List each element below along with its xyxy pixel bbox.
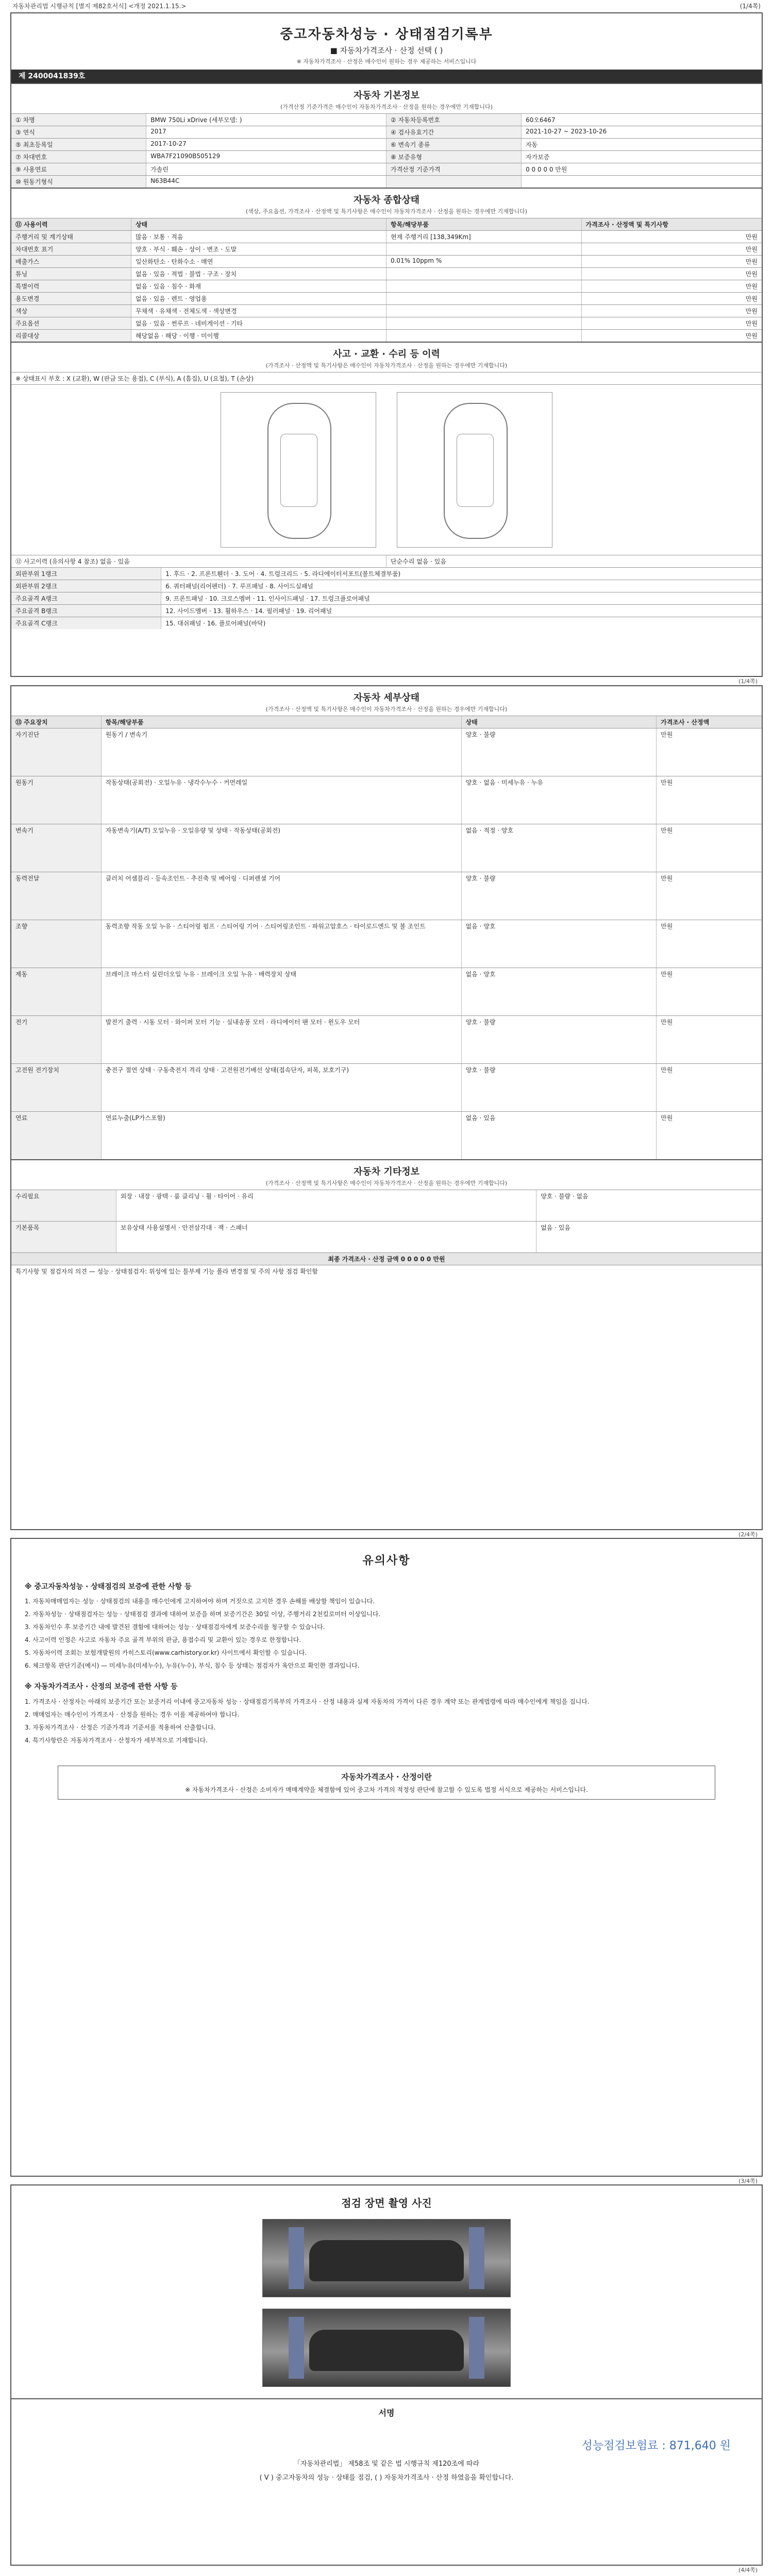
item-status: 많음 · 보통 · 적음 [131, 231, 386, 243]
rank-label: 주요골격 B랭크 [11, 605, 161, 617]
field-value: 2021-10-27 ~ 2023-10-26 [526, 128, 607, 135]
note-item: 3. 자동차인수 후 보증기간 내에 발견된 결함에 대하여는 성능 · 상태점검자에게 보증수리를 청구할 수 있습니다. [25, 1623, 325, 1631]
field-value: 2017-10-27 [146, 139, 386, 150]
lift-right [469, 2317, 484, 2379]
field-value: 자가보증 [526, 154, 550, 161]
field-label: ⑥ 변속기 종류 [386, 139, 522, 150]
note-item: 1. 자동차매매업자는 성능 · 상태점검의 내용을 매수인에게 고지하여야 하며 거짓으로 고지한 경우 손해를 배상할 책임이 있습니다. [25, 1598, 375, 1605]
insurance-fee: 성능점검보험료 : 871,640 원 [581, 2439, 731, 2452]
other-table [11, 1190, 762, 1252]
device-price: 만원 [661, 971, 673, 978]
item-label: 튜닝 [11, 268, 131, 280]
device-parts: 클러치 어셈블리 · 등속조인트 · 추진축 및 베어링 · 디퍼렌셜 기어 [102, 872, 462, 920]
item-price: 만원 [745, 246, 758, 253]
note-item: 6. 체크항목 판단기준(예시) — 미세누유(미세누수), 누유(누수), 부식, 침수 등 상태는 점검자가 육안으로 확인한 결과입니다. [25, 1662, 360, 1669]
detail-row [11, 1063, 762, 1111]
device-price: 만원 [661, 1066, 673, 1074]
other-label: 수리필요 [11, 1190, 116, 1221]
device-label: 연료 [11, 1112, 102, 1159]
device-label: 자기진단 [11, 728, 102, 776]
detail-sub: (가격조사 · 산정액 및 특기사항은 매수인이 자동차가격조사 · 산정을 원하는 경우에만 기재합니다) [265, 706, 508, 713]
detail-row [11, 824, 762, 872]
rank-row [11, 567, 762, 580]
item-status: 일산화탄소 · 탄화수소 · 매연 [131, 256, 386, 267]
item-label: 차대번호 표기 [11, 243, 131, 255]
rank-parts: 9. 프론트패널 · 10. 크로스멤버 · 11. 인사이드패널 · 17. 트렁크플로어패널 [165, 595, 370, 602]
item-price: 만원 [745, 320, 758, 327]
item-detail: 현재 주행거리 [138,349Km] [386, 231, 582, 243]
overall-row [11, 243, 762, 255]
field-label: ④ 검사유효기간 [386, 126, 522, 138]
note-item: 1. 가격조사 · 산정자는 아래의 보증기간 또는 보증거리 이내에 중고자동차 성능 · 상태점검기록부의 가격조사 · 산정 내용과 실제 자동차의 가격이 다른 경우 계약 또는 관계법령에 따라 매수인에게 책임을 집니다. [25, 1698, 590, 1705]
price-info-text: ※ 자동차가격조사 · 산정은 소비자가 매매계약을 체결함에 있어 중고차 가격의 적정성 판단에 참고할 수 있도록 법정 서식으로 제공하는 서비스입니다. [185, 1786, 588, 1793]
device-parts: 충전구 절연 상태 · 구동축전지 격리 상태 · 고전원전기배선 상태(접속단자, 피복, 보호기구) [102, 1064, 462, 1111]
other-status: 없음 · 있음 [541, 1224, 570, 1231]
note-item: 3. 자동차가격조사 · 산정은 기준가격과 기준서를 적용하여 산출합니다. [25, 1723, 216, 1731]
notes-list [25, 1596, 748, 1671]
device-price: 만원 [661, 731, 673, 738]
overall-sub: (색상, 주요옵션, 가격조사 · 산정액 및 특기사항은 매수인이 자동차가격조사 · 산정을 원하는 경우에만 기재합니다) [245, 208, 528, 215]
item-detail [386, 243, 582, 255]
notes-section [11, 1539, 762, 1755]
column-header: ⑪ 사용이력 [11, 218, 131, 230]
device-label: 제동 [11, 968, 102, 1015]
device-price: 만원 [661, 1019, 673, 1026]
notes-list-2 [25, 1697, 748, 1746]
overall-row [11, 329, 762, 342]
rank-parts: 12. 사이드멤버 · 13. 휠하우스 · 14. 필러패널 · 19. 리어패널 [165, 607, 332, 615]
field-label: ⑦ 차대번호 [11, 151, 146, 163]
detail-row [11, 1111, 762, 1159]
item-status: 없음 · 있음 · 렌트 · 영업용 [131, 293, 386, 304]
price-selection-line: ■ 자동차가격조사 · 산정 선택 ( ) [330, 46, 443, 55]
item-detail: 0.01% 10ppm % [386, 256, 582, 267]
overall-row [11, 230, 762, 243]
page-title: 중고자동차성능 · 상태점검기록부 [280, 27, 493, 42]
confirmation-statement: ( V ) 중고자동차의 성능 · 상태를 점검, ( ) 자동차가격조사 · 산정 하였음을 확인합니다. [259, 2474, 514, 2482]
page-count-label: (1/4쪽) [740, 2, 761, 10]
item-status: 없음 · 있음 · 썬루프 · 네비게이션 · 기타 [131, 317, 386, 329]
note-item: 2. 자동차성능 · 상태점검자는 성능 · 상태점검 결과에 대하여 보증을 하며 보증기간은 30일 이상, 주행거리 2천킬로미터 이상입니다. [25, 1611, 381, 1618]
item-status: 없음 · 있음 · 적법 · 불법 · 구조 · 장치 [131, 268, 386, 280]
notes-heading-2: ※ 자동차가격조사 · 산정의 보증에 관한 사항 등 [25, 1683, 178, 1691]
item-price: 만원 [745, 233, 758, 241]
car-diagram [11, 384, 762, 555]
detail-table [11, 728, 762, 1159]
device-parts: 동력조향 작동 오일 누유 · 스티어링 펌프 · 스티어링 기어 · 스티어링조인트 · 파워고압호스 · 타이로드엔드 및 볼 조인트 [102, 920, 462, 968]
detail-row [11, 1015, 762, 1063]
accident-history-row [11, 555, 762, 567]
column-header: 가격조사 · 산정액 및 특기사항 [582, 218, 762, 230]
final-price: 최종 가격조사 · 산정 금액 0 0 0 0 0 만원 [11, 1253, 762, 1265]
field-label: 가격산정 기준가격 [386, 163, 522, 175]
total-row [11, 1252, 762, 1265]
detail-row [11, 968, 762, 1015]
document-number-bar: 제 2400041839호 [11, 70, 762, 83]
overall-row [11, 317, 762, 329]
field-label: ② 자동차등록번호 [386, 114, 522, 126]
device-label: 고전원 전기장치 [11, 1064, 102, 1111]
item-label: 용도변경 [11, 293, 131, 304]
item-detail [386, 317, 582, 329]
item-status: 해당없음 · 해당 · 이행 · 미이행 [131, 330, 386, 342]
device-status: 없음 · 양호 [462, 920, 657, 968]
device-parts: 연료누출(LP가스포함) [102, 1112, 462, 1159]
field-value: N63B44C [146, 176, 386, 188]
device-price: 만원 [661, 1114, 673, 1122]
device-label: 변속기 [11, 824, 102, 872]
basic-info-title: 자동차 기본정보 [11, 83, 762, 103]
law-reference: 「자동차관리법」 제58조 및 같은 법 시행규칙 제120조에 따라 [294, 2460, 479, 2468]
field-label: ⑩ 원동기형식 [11, 176, 146, 188]
page-1 [10, 12, 763, 685]
item-label: 주요옵션 [11, 317, 131, 329]
field-value: 2017 [146, 126, 386, 138]
overall-row [11, 304, 762, 317]
device-label: 원동기 [11, 776, 102, 824]
inspection-photo-front [262, 2219, 511, 2297]
item-price: 만원 [745, 332, 758, 340]
detail-row [11, 728, 762, 776]
form-regulation-label: 자동차관리법 시행규칙 [별지 제82호서식] <개정 2021.1.15.> [12, 2, 187, 10]
item-detail [386, 330, 582, 342]
device-status: 양호 · 불량 [462, 1016, 657, 1063]
photos-title: 점검 장면 촬영 사진 [341, 2197, 432, 2209]
column-header: 항목/해당부품 [102, 716, 462, 728]
item-detail [386, 280, 582, 292]
rank-table [11, 567, 762, 629]
column-header: 상태 [131, 218, 386, 230]
page-number: (1/4쪽) [738, 678, 758, 685]
field-value: BMW 750Li xDrive (세부모델: ) [146, 114, 386, 126]
other-items: 보유상태 사용설명서 · 안전삼각대 · 잭 · 스패너 [116, 1222, 536, 1252]
form-header-line [0, 0, 773, 11]
field-value: 0 0 0 0 0 만원 [526, 166, 567, 173]
page-number: (4/4쪽) [738, 2567, 758, 2573]
rank-row [11, 580, 762, 592]
detail-title: 자동차 세부상태 [354, 692, 419, 703]
device-status: 양호 · 불량 [462, 1064, 657, 1111]
other-row [11, 1190, 762, 1221]
item-status: 없음 · 있음 · 침수 · 화재 [131, 280, 386, 292]
note-item: 2. 매매업자는 매수인이 가격조사 · 산정을 원하는 경우 이를 제공하여야 합니다. [25, 1710, 240, 1718]
item-status: 양호 · 부식 · 훼손 · 상이 · 변조 · 도말 [131, 243, 386, 255]
overall-table [11, 218, 762, 342]
service-note: ※ 자동차가격조사 · 산정은 매수인이 원하는 경우 제공하는 서비스입니다 [296, 58, 477, 65]
device-parts: 브레이크 마스터 실린더오일 누유 · 브레이크 오일 누유 · 배력장치 상태 [102, 968, 462, 1015]
note-item: 4. 사고이력 인정은 사고로 자동차 주요 골격 부위의 판금, 용접수리 및 교환이 있는 경우로 한정합니다. [25, 1636, 301, 1643]
detail-row [11, 872, 762, 920]
column-header: 가격조사 · 산정액 [657, 716, 762, 728]
rank-row [11, 592, 762, 604]
accident-legend: ※ 상태표시 부호 : X (교환), W (판금 또는 용접), C (부식), A (흠집), U (요철), T (손상) [15, 375, 254, 382]
column-header: 상태 [462, 716, 657, 728]
device-status: 양호 · 불량 [462, 872, 657, 920]
item-detail [386, 305, 582, 317]
price-info-box [58, 1766, 715, 1800]
other-title: 자동차 기타정보 [11, 1159, 762, 1179]
device-parts: 자동변속기(A/T) 오일누유 · 오일유량 및 상태 · 작동상태(공회전) [102, 824, 462, 872]
field-value: 60오6467 [526, 116, 556, 124]
car-cabin [280, 434, 317, 507]
rank-row [11, 617, 762, 629]
basic-row [11, 113, 762, 126]
car-side-diagram [221, 392, 376, 548]
item-price: 만원 [745, 258, 758, 265]
item-status: 무채색 · 유채색 · 전체도색 · 색상변경 [131, 305, 386, 317]
page-number: (2/4쪽) [738, 1531, 758, 1538]
basic-row [11, 138, 762, 150]
device-parts: 발전기 출력 · 시동 모터 · 와이퍼 모터 기능 · 실내송풍 모터 · 라디에이터 팬 모터 · 윈도우 모터 [102, 1016, 462, 1063]
rank-parts: 1. 후드 · 2. 프론트휀더 · 3. 도어 · 4. 트렁크리드 · 5. 라디에이터서포트(볼트체결부품) [165, 570, 401, 578]
other-status: 양호 · 불량 · 없음 [541, 1193, 589, 1200]
field-value [522, 176, 762, 188]
overall-row [11, 292, 762, 304]
special-row [11, 1265, 762, 1312]
rank-label: 주요골격 A랭크 [11, 592, 161, 604]
overall-title: 자동차 종합상태 [11, 188, 762, 207]
frame-floor [457, 434, 494, 507]
device-price: 만원 [661, 779, 673, 786]
lift-right [469, 2227, 484, 2289]
rank-label: 외판부위 2랭크 [11, 580, 161, 592]
field-value: 가솔린 [146, 163, 386, 175]
field-label [386, 176, 522, 188]
device-price: 만원 [661, 875, 673, 882]
detail-header [11, 716, 762, 728]
other-row [11, 1221, 762, 1252]
detail-header-row [11, 716, 762, 728]
basic-info-sub: (가격산정 기준가격은 매수인이 자동차가격조사 · 산정을 원하는 경우에만 기재합니다) [280, 104, 493, 110]
simple-repair: 단순수리 없음 · 있음 [391, 558, 446, 565]
device-parts: 작동상태(공회전) · 오일누유 · 냉각수누수 · 커먼레일 [102, 776, 462, 824]
item-label: 리콜대상 [11, 330, 131, 342]
item-label: 배출가스 [11, 256, 131, 267]
overall-row [11, 255, 762, 267]
detail-row [11, 776, 762, 824]
note-item: 5. 자동차이력 조회는 보험개발원의 카히스토리(www.carhistory.or.kr) 사이트에서 확인할 수 있습니다. [25, 1649, 307, 1656]
field-value: 자동 [526, 141, 538, 148]
device-status: 없음 · 양호 [462, 968, 657, 1015]
item-price: 만원 [745, 308, 758, 315]
accident-legend-row [11, 372, 762, 384]
column-header: 항목/해당부품 [386, 218, 582, 230]
column-header: ⑬ 주요장치 [11, 716, 102, 728]
rank-label: 주요골격 C랭크 [11, 617, 161, 629]
rank-label: 외판부위 1랭크 [11, 568, 161, 580]
basic-row [11, 175, 762, 188]
car-image [309, 2330, 464, 2371]
signature-title: 서명 [378, 2408, 395, 2418]
item-price: 만원 [745, 283, 758, 290]
field-label: ⑤ 최초등록일 [11, 139, 146, 150]
field-label: ③ 연식 [11, 126, 146, 138]
lift-left [289, 2227, 304, 2289]
device-label: 조향 [11, 920, 102, 968]
device-price: 만원 [661, 827, 673, 834]
item-price: 만원 [745, 270, 758, 278]
detail-row [11, 920, 762, 968]
car-image [309, 2240, 464, 2281]
basic-row [11, 163, 762, 175]
notes-heading-1: ※ 중고자동차성능 · 상태점검의 보증에 관한 사항 등 [25, 1582, 192, 1591]
device-price: 만원 [661, 923, 673, 930]
basic-row [11, 150, 762, 163]
lift-left [289, 2317, 304, 2379]
device-status: 양호 · 불량 [462, 728, 657, 776]
overall-row [11, 280, 762, 292]
other-sub: (가격조사 · 산정액 및 특기사항은 매수인이 자동차가격조사 · 산정을 원하는 경우에만 기재합니다) [265, 1180, 508, 1187]
page-2 [10, 685, 763, 1538]
rank-parts: 6. 쿼터패널(리어펜더) · 7. 루프패널 · 8. 사이드실패널 [165, 583, 313, 590]
device-parts: 원동기 / 변속기 [102, 728, 462, 776]
overall-row [11, 267, 762, 280]
notes-title: 유의사항 [362, 1554, 411, 1567]
other-items: 외장 · 내장 · 광택 · 룸 클리닝 · 휠 · 타이어 · 유리 [116, 1190, 536, 1221]
car-frame-diagram [397, 392, 552, 548]
basic-row [11, 126, 762, 138]
item-label: 특별이력 [11, 280, 131, 292]
basic-info-table [11, 113, 762, 188]
device-status: 양호 · 없음 · 미세누유 · 누유 [462, 776, 657, 824]
inspection-photo-rear [262, 2309, 511, 2387]
page-3 [10, 1538, 763, 2184]
device-label: 전기 [11, 1016, 102, 1063]
signature-section [11, 2398, 762, 2484]
accident-sub: (가격조사 · 산정액 및 특기사항은 매수인이 자동차가격조사 · 산정을 원하는 경우에만 기재합니다) [265, 362, 508, 369]
rank-parts: 15. 대쉬패널 · 16. 플로어패널(바닥) [165, 620, 266, 627]
page-number: (3/4쪽) [738, 2178, 758, 2184]
field-label: ⑨ 사용연료 [11, 163, 146, 175]
device-status: 없음 · 있음 [462, 1112, 657, 1159]
item-detail [386, 268, 582, 280]
field-value: WBA7F21090B505129 [146, 151, 386, 163]
item-price: 만원 [745, 295, 758, 302]
field-label: ⑧ 보증유형 [386, 151, 522, 163]
item-label: 색상 [11, 305, 131, 317]
accident-history: ⑫ 사고이력 (유의사항 4 참조) 없음 · 있음 [11, 555, 386, 567]
device-label: 동력전달 [11, 872, 102, 920]
note-item: 4. 특기사항란은 자동차가격조사 · 산정자가 세부적으로 기재합니다. [25, 1736, 208, 1744]
price-info-title: 자동차가격조사 · 산정이란 [341, 1772, 432, 1782]
field-label: ① 차명 [11, 114, 146, 126]
device-status: 없음 · 적정 · 양호 [462, 824, 657, 872]
document-heading [11, 13, 762, 70]
item-detail [386, 293, 582, 304]
rank-row [11, 604, 762, 617]
accident-title: 사고 · 교환 · 수리 등 이력 [11, 342, 762, 361]
overall-header-row [11, 218, 762, 230]
other-label: 기본품목 [11, 1222, 116, 1252]
special-notes: 특기사항 및 점검자의 의견 — 성능 · 상태점검자: 위성에 있는 틀부제 기능 폴라 변경점 및 주의 사항 점검 확인함 [15, 1268, 318, 1275]
page-4 [10, 2184, 763, 2573]
item-label: 주행거리 및 계기상태 [11, 231, 131, 243]
